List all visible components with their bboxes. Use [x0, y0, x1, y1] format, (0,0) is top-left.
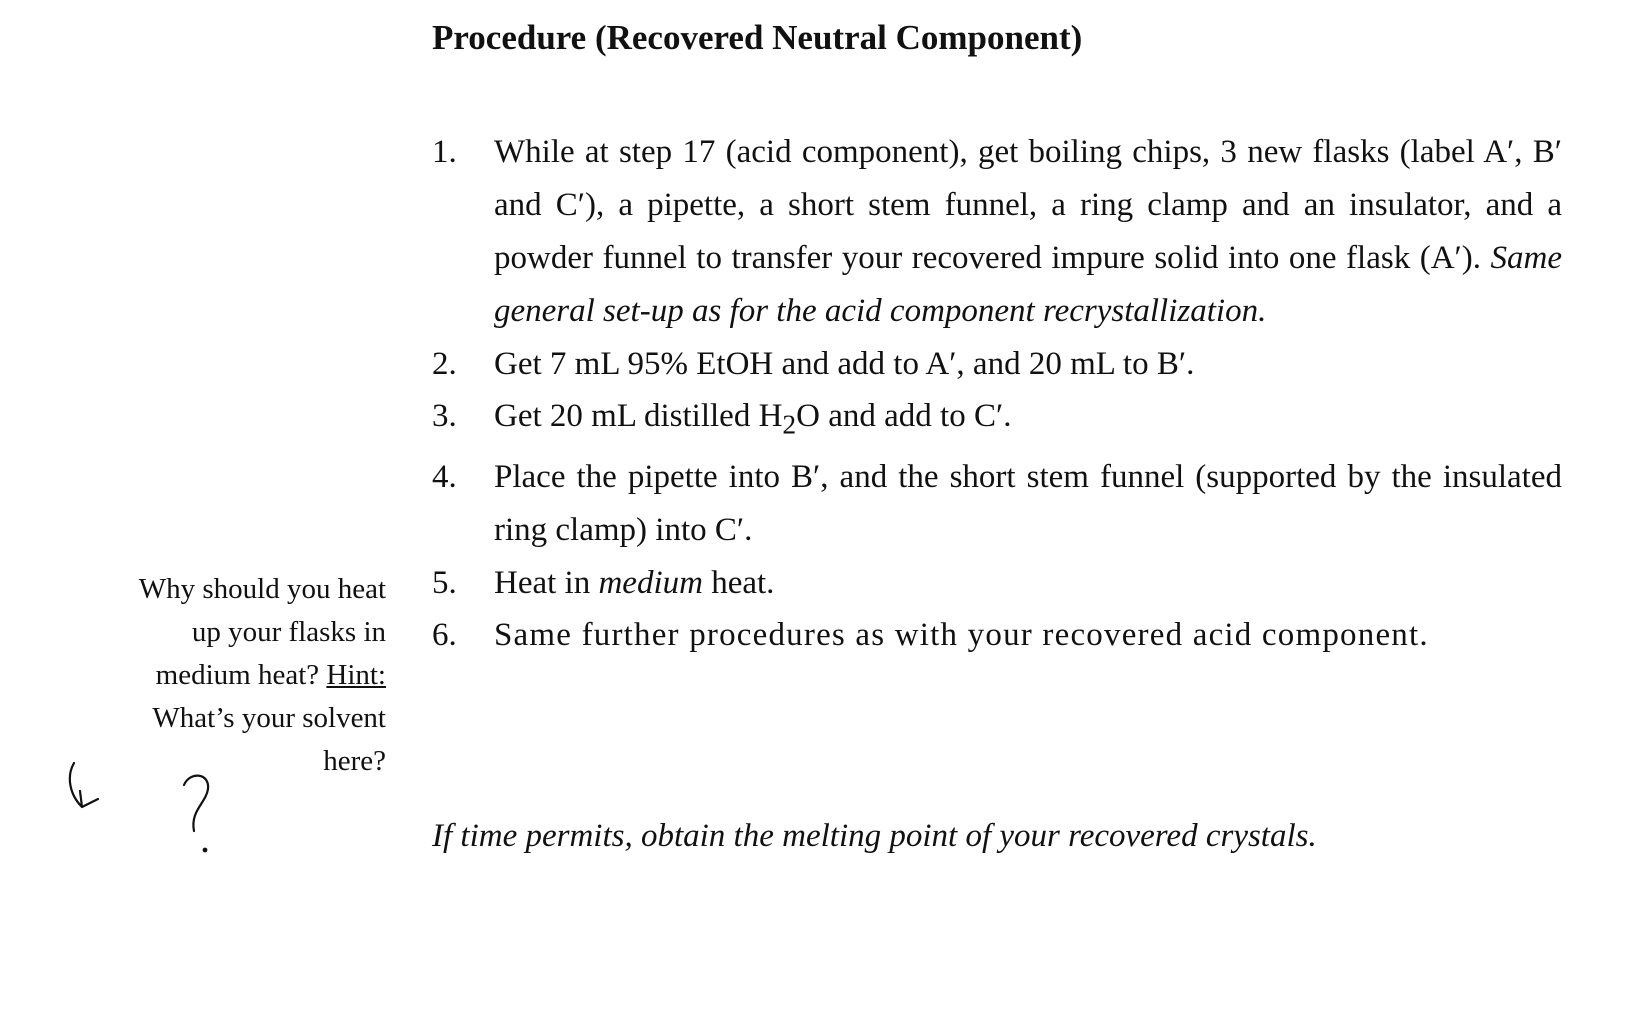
handwritten-arrow-icon: [70, 763, 98, 807]
margin-note: [60, 568, 386, 783]
margin-note-line: here?: [323, 745, 386, 777]
step-number: 5.: [432, 564, 457, 601]
step-number: 6.: [432, 616, 457, 653]
step-text: Same further procedures as with your recovered acid component.: [494, 616, 1429, 653]
step-6: [432, 609, 1562, 662]
step-5-text-before: Heat in: [494, 564, 591, 601]
step-number: 2.: [432, 346, 457, 382]
step-2: [432, 338, 1562, 390]
handwritten-arrow-question-doodle: [60, 755, 240, 905]
step-4: [432, 451, 1562, 557]
step-number: 4.: [432, 458, 457, 495]
hint-label: Hint:: [326, 659, 386, 691]
step-1: [432, 126, 1562, 338]
step-text: Place the pipette into B′, and the short stem funnel (supported by the insulated ring clamp) into C′.: [494, 458, 1562, 548]
margin-note-line: [60, 654, 386, 697]
step-3: [432, 390, 1562, 451]
step-text: Get 7 mL 95% EtOH and add to A′, and 20 mL to B′.: [494, 346, 1195, 382]
step-3-text-before: Get 20 mL distilled H: [494, 398, 783, 434]
step-3-subscript: 2: [782, 408, 797, 440]
step-3-text-after: O and add to C′.: [796, 398, 1012, 434]
step-5: [432, 557, 1562, 609]
closing-note: If time permits, obtain the melting point of your recovered crystals.: [432, 818, 1317, 854]
margin-note-line: Why should you heat: [138, 573, 386, 605]
step-number: 1.: [432, 134, 457, 170]
step-5-text-after: heat.: [711, 564, 775, 601]
margin-note-question: medium heat?: [155, 659, 320, 691]
step-text: [494, 126, 1562, 338]
handwritten-question-mark-icon: [184, 776, 208, 831]
margin-note-line: What’s your solvent: [152, 702, 386, 734]
step-1-italic-note: Same general set-up as for the acid component recrystallization.: [494, 240, 1562, 329]
step-number: 3.: [432, 398, 457, 434]
step-1-text: While at step 17 (acid component), get boiling chips, 3 new flasks (label A′, B′ and C′), a pipette, a short stem funnel, a ring clamp and an insulator, and a powder funnel to transfer your recovered impure solid into one flask (A′).: [494, 134, 1562, 276]
page-title: Procedure (Recovered Neutral Component): [432, 18, 1083, 57]
step-text: [494, 557, 1562, 609]
step-5-italic-word: medium: [598, 564, 703, 601]
step-text: [494, 390, 1562, 451]
handwritten-question-dot-icon: [203, 848, 208, 853]
margin-note-line: up your flasks in: [191, 616, 386, 648]
procedure-steps-list: [432, 126, 1562, 662]
